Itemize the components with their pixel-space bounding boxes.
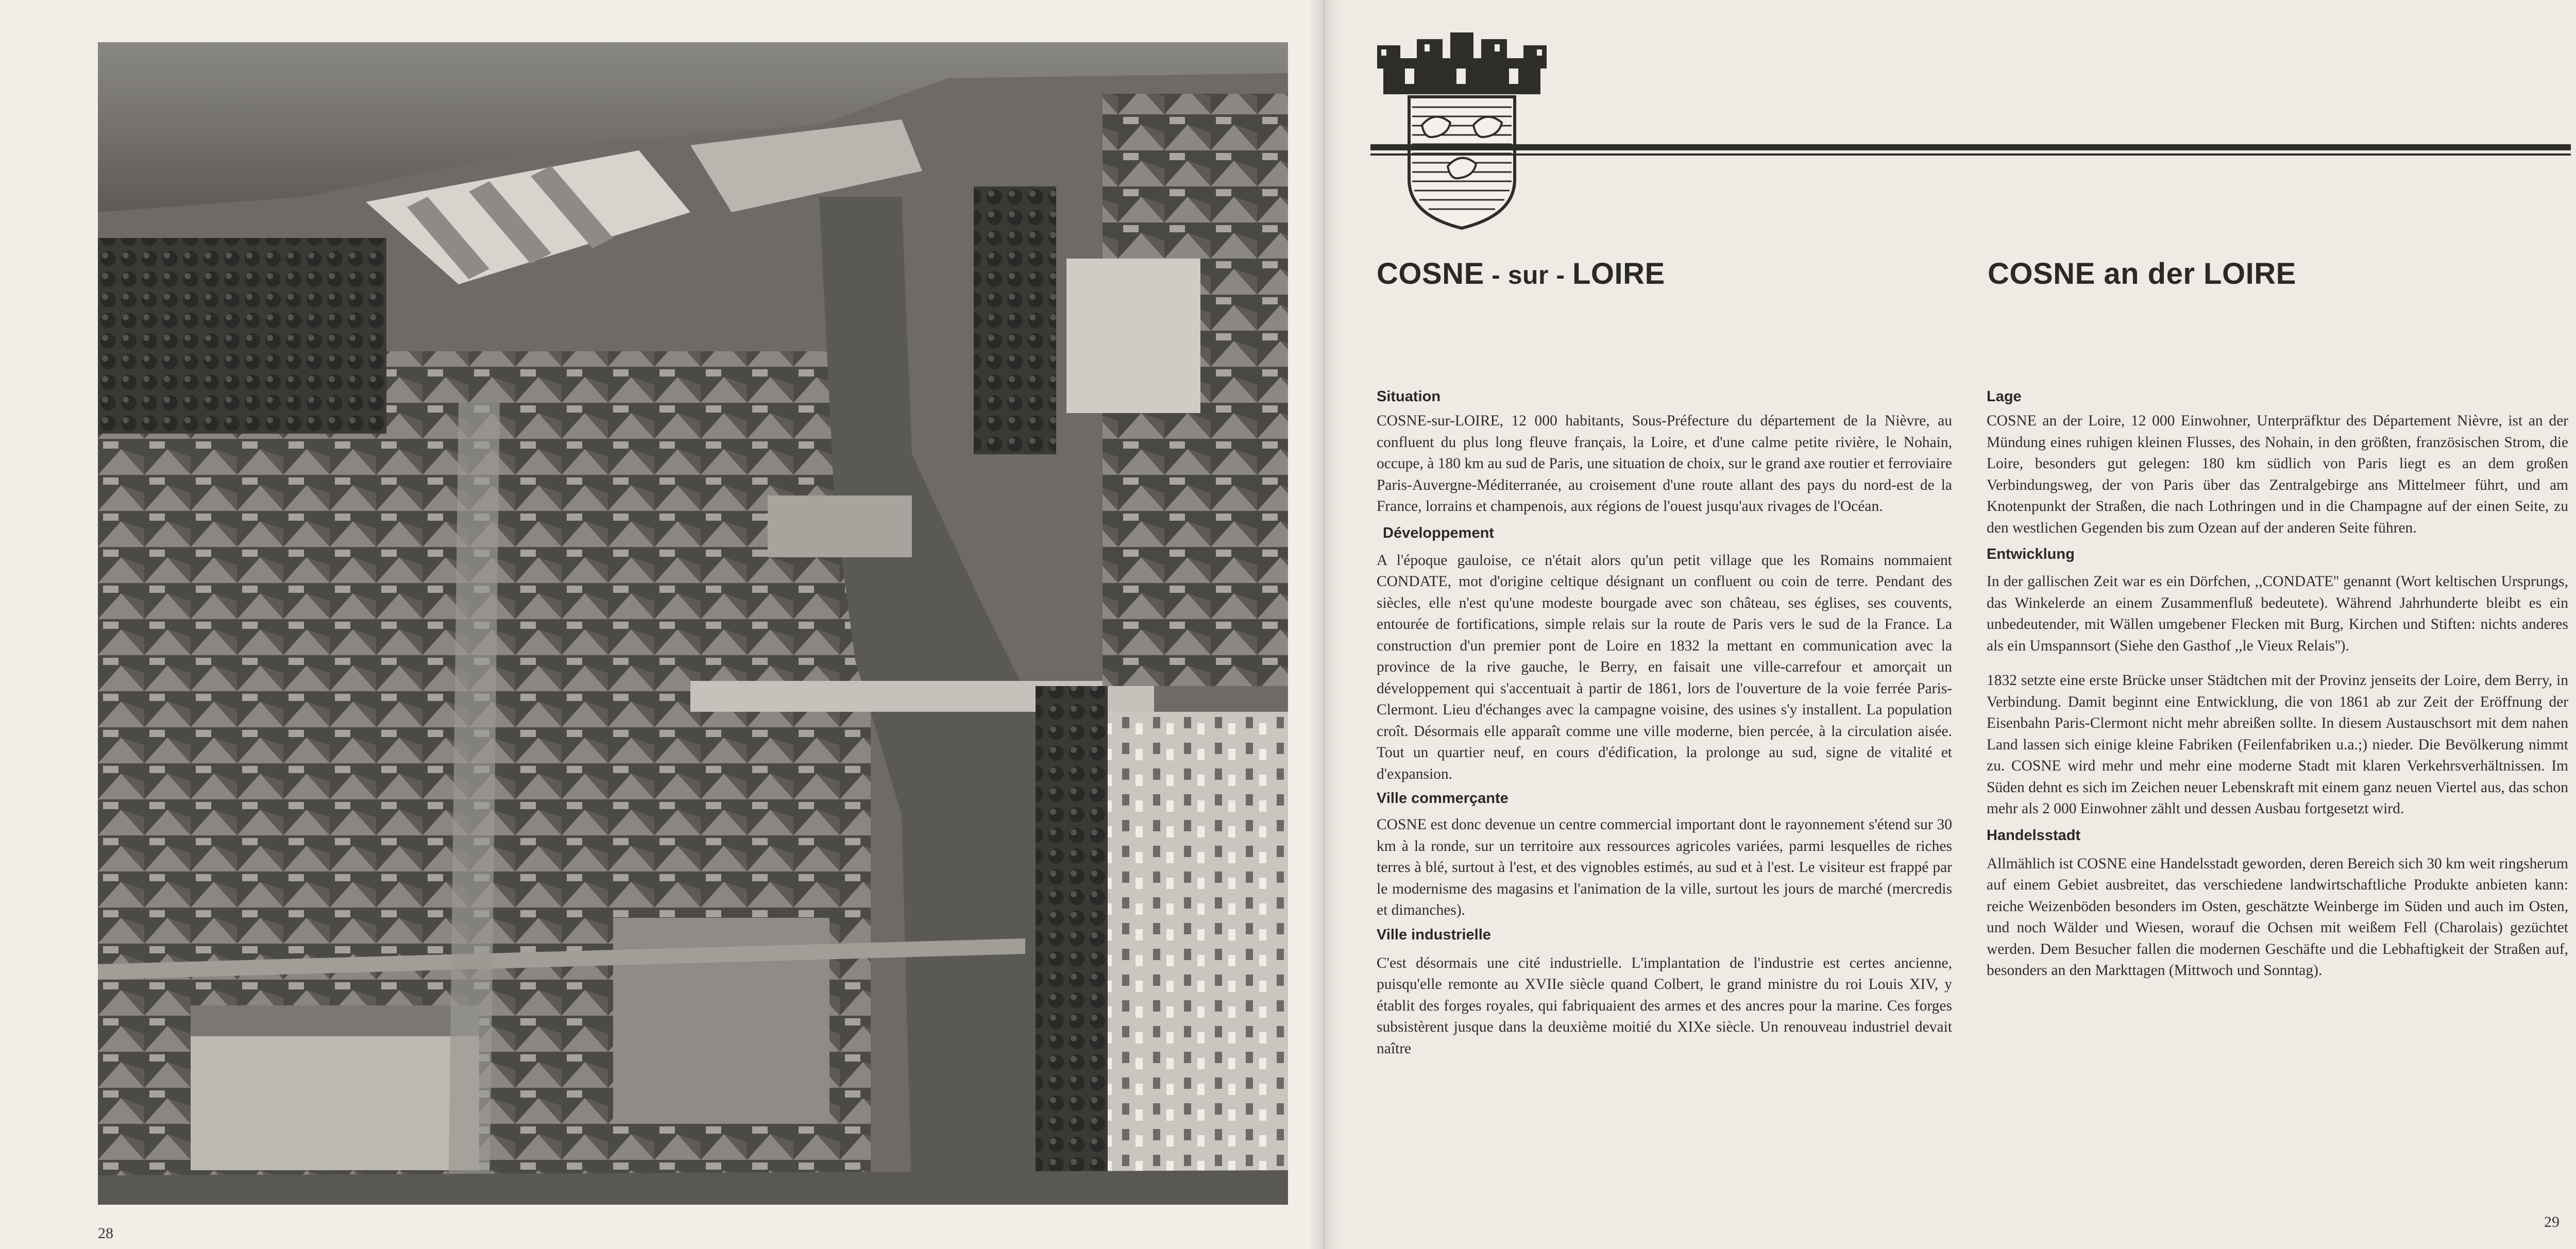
page-number-right: 29 bbox=[2544, 1213, 2560, 1230]
section-heading-developpement: Développement bbox=[1383, 524, 1494, 541]
header-rule-thin bbox=[1370, 153, 2571, 156]
section-heading-ville-commercante: Ville commerçante bbox=[1377, 790, 1509, 807]
paragraph-entwicklung-2: 1832 setzte eine erste Brücke unser Städtchen mit der Provinz jenseits der Loire, dem Berry, in Verbindung. Damit beginnt eine Entwicklung, die von 1861 ab zur Zeit der Eröffnung der Eisenbahn Paris-Clermont nicht mehr abreißen sollte. In diesem Austauschsort mit dem nahen Land lassen sich einige kleine Fabriken (Feilenfabriken u.a.;) nieder. Die Bevölkerung nimmt zu. COSNE wird mehr und mehr eine moderne Stadt mit klaren Verkehrsverhältnissen. Im Süden dehnt es sich im Zeichen neuer Lebenskraft mit einem ganz neuen Viertel aus, das schon mehr als 2 000 Einwohner zählt und dessen Ausbau fortgesetzt wird. bbox=[1987, 672, 2568, 817]
title-french bbox=[1377, 256, 1665, 291]
french-column bbox=[1377, 386, 1952, 1059]
section-heading-lage: Lage bbox=[1987, 388, 2022, 405]
title-french-part-3: LOIRE bbox=[1572, 257, 1665, 290]
page-number-left: 28 bbox=[98, 1225, 113, 1242]
title-french-sep-2: - bbox=[1549, 261, 1572, 289]
section-heading-handelsstadt: Handelsstadt bbox=[1987, 827, 2081, 844]
title-french-part-2: sur bbox=[1507, 261, 1549, 289]
section-heading-situation: Situation bbox=[1377, 388, 1441, 405]
paragraph-entwicklung-1: In der gallischen Zeit war es ein Dörfchen, ,,CONDATE'' genannt (Wort keltischen Ursprungs, das Winkelerde an einem Zusammenfluß bedeutete). Während Jahrhunderte bleibt es ein unbedeutender, mit Wällen umgebener Flecken mit Burg, Kirchen und Stiften: nichts anderes als ein Umspannsort (Siehe den Gasthof ,,le Vieux Relais''). bbox=[1987, 573, 2568, 654]
title-french-sep-1: - bbox=[1484, 261, 1508, 289]
aerial-photo-of-cosne bbox=[98, 42, 1288, 1205]
title-french-part-1: COSNE bbox=[1377, 257, 1484, 290]
paragraph-situation: COSNE-sur-LOIRE, 12 000 habitants, Sous-Préfecture du département de la Nièvre, au confluent du plus long fleuve français, la Loire, et d'une calme petite rivière, le Nohain, occupe, à 180 km au sud de Paris, une situation de choix, sur le grand axe routier et ferroviaire Paris-Auvergne-Méditerranée, au croisement d'une route allant des pays du nord-est de la France, lorrains et champenois, aux régions de l'ouest jusqu'aux rivages de l'Océan. bbox=[1377, 413, 1952, 515]
paragraph-lage: COSNE an der Loire, 12 000 Einwohner, Unterpräfktur des Département Nièvre, ist an der Mündung eines ruhigen kleinen Flusses, des Nohain, in den größten, französischen Strom, die Loire, besonders gut gelegen: 180 km südlich von Paris liegt es an dem großen Verbindungsweg, der von Paris über das Zentralgebirge ans Mittelmeer führt, und am Knotenpunkt der Straßen, die nach Lothringen und in die Champagne auf der einen Seite, zu den westlichen Gegenden bis zum Ozean auf der anderen Seite führen. bbox=[1987, 413, 2568, 536]
paragraph-developpement: A l'époque gauloise, ce n'était alors qu'un petit village que les Romains nommaient CONDATE, mot d'origine celtique désignant un confluent ou coin de terre. Pendant des siècles, elle n'est qu'une modeste bourgade avec son château, ses églises, ses couvents, entourée de fortifications, simple relais sur la route de Paris vers le sud de la France. La construction d'un premier pont de Loire en 1832 la mettant en communication avec la province de la rive gauche, le Berry, en faisait une ville-carrefour et amorçait un développement qui s'accentuait à partir de 1861, lors de l'ouverture de la voie ferrée Paris-Clermont. Lieu d'échanges avec la campagne voisine, des usines s'y installent. La population croît. Désormais elle apparaît comme une ville moderne, bien percée, à la circulation aisée. Tout un quartier neuf, en cours d'édification, la prolonge au sud, signe de vitalité et d'expansion. bbox=[1377, 552, 1952, 782]
section-heading-entwicklung: Entwicklung bbox=[1987, 546, 2075, 562]
paragraph-ville-industrielle: C'est désormais une cité industrielle. L'implantation de l'industrie est certes ancienne, puisqu'elle remonte au XVIIe siècle quand Colbert, le grand ministre du roi Louis XIV, y établit des forges royales, qui fabriquaient des armes et des ancres pour la marine. Ces forges subsistèrent jusque dans la deuxième moitié du XIXe siècle. Un renouveau industriel devait naître bbox=[1377, 954, 1952, 1057]
book-gutter bbox=[1309, 0, 1340, 1249]
title-german: COSNE an der LOIRE bbox=[1988, 257, 2296, 290]
paragraph-ville-commercante: COSNE est donc devenue un centre commercial important dont le rayonnement s'étend sur 30 km à la ronde, sur un territoire aux ressources agricoles variées, parmi lesquelles de riches terres à blé, surtout à l'est, et des vignobles estimés, au sud et à l'est. Le visiteur est frappé par le modernisme des magasins et l'animation de la ville, surtout les jours de marché (mercredis et dimanches). bbox=[1377, 816, 1952, 918]
section-heading-ville-industrielle: Ville industrielle bbox=[1377, 926, 1491, 943]
aerial-photo-image bbox=[98, 42, 1288, 1205]
header-rule-thick bbox=[1370, 144, 2571, 150]
paragraph-handelsstadt: Allmählich ist COSNE eine Handelsstadt geworden, deren Bereich sich 30 km weit ringsherum auf einem Gebiet ausbreitet, das verschiedene landwirtschaftliche Produkte anbieten kann: reiche Weizenböden besonders im Osten, geschätzte Weinberge im Süden und auch im Osten, und noch Wälder und Wiesen, worauf die Ochsen mit weißem Fell (Charolais) gezüchtet werden. Dem Besucher fallen die modernen Geschäfte und die Lebhaftigkeit der Straßen auf, besonders an den Markttagen (Mittwoch und Sonntag). bbox=[1987, 855, 2568, 979]
cosne-coat-of-arms-crest bbox=[1373, 30, 1551, 231]
german-column bbox=[1987, 386, 2568, 982]
